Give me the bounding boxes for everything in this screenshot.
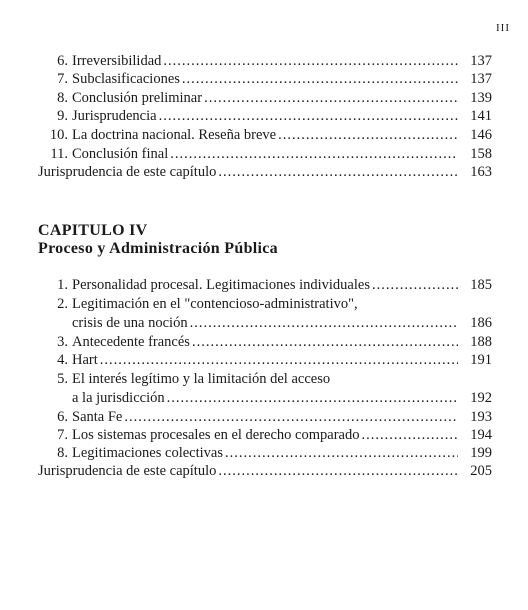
- entry-page: 193: [470, 409, 492, 425]
- entry-title: Personalidad procesal. Legitimaciones individuales: [72, 277, 370, 293]
- entry-title: Legitimación en el "contencioso-administrativo",: [72, 296, 358, 312]
- entry-number: 8.: [57, 90, 68, 106]
- entry-page: 188: [470, 334, 492, 350]
- entry-number: 8.: [57, 445, 68, 461]
- dot-leader: [218, 163, 458, 181]
- entry-page: 199: [470, 445, 492, 461]
- toc-entry[interactable]: [38, 370, 492, 388]
- entry-title: Jurisprudencia de este capítulo: [38, 463, 217, 479]
- dot-leader: [170, 145, 458, 163]
- chapter-label: CAPITULO IV: [38, 222, 148, 239]
- entry-title: Legitimaciones colectivas: [72, 445, 223, 461]
- entry-number: 4.: [57, 352, 68, 368]
- toc-entry[interactable]: [38, 107, 492, 125]
- entry-number: 6.: [57, 409, 68, 425]
- entry-page: 194: [470, 427, 492, 443]
- entry-title: Subclasificaciones: [72, 71, 180, 87]
- entry-page: 185: [470, 277, 492, 293]
- toc-entry-continuation[interactable]: [38, 314, 492, 332]
- chapter-title: Proceso y Administración Pública: [38, 240, 278, 257]
- dot-leader: [100, 351, 458, 369]
- dot-leader: [225, 444, 458, 462]
- entry-page: 163: [470, 164, 492, 180]
- entry-page: 146: [470, 127, 492, 143]
- dot-leader: [372, 276, 458, 294]
- entry-page: 141: [470, 108, 492, 124]
- dot-leader: [167, 389, 458, 407]
- dot-leader: [163, 52, 458, 70]
- dot-leader: [124, 408, 458, 426]
- toc-entry[interactable]: [38, 276, 492, 294]
- toc-entry[interactable]: [38, 426, 492, 444]
- dot-leader: [192, 333, 458, 351]
- toc-entry-jurisprudencia[interactable]: [38, 163, 492, 181]
- entry-title-continuation: a la jurisdicción: [72, 390, 165, 406]
- entry-title: El interés legítimo y la limitación del acceso: [72, 371, 331, 387]
- toc-entry-jurisprudencia[interactable]: [38, 462, 492, 480]
- dot-leader: [182, 70, 458, 88]
- entry-title: Antecedente francés: [72, 334, 190, 350]
- entry-page: 137: [470, 71, 492, 87]
- entry-number: 6.: [57, 53, 68, 69]
- dot-leader: [361, 426, 458, 444]
- toc-entry[interactable]: [38, 444, 492, 462]
- toc-entry[interactable]: [38, 126, 492, 144]
- entry-title: Jurisprudencia: [72, 108, 157, 124]
- entry-page: 139: [470, 90, 492, 106]
- entry-number: 5.: [57, 371, 68, 387]
- dot-leader: [190, 314, 458, 332]
- entry-page: 158: [470, 146, 492, 162]
- entry-number: 3.: [57, 334, 68, 350]
- toc-entry[interactable]: [38, 145, 492, 163]
- dot-leader: [218, 462, 458, 480]
- dot-leader: [159, 107, 458, 125]
- toc-entry[interactable]: [38, 70, 492, 88]
- entry-number: 7.: [57, 427, 68, 443]
- entry-title: Hart: [72, 352, 98, 368]
- toc-entry-continuation[interactable]: [38, 389, 492, 407]
- page-number: III: [496, 22, 510, 34]
- toc-entry[interactable]: [38, 408, 492, 426]
- entry-page: 192: [470, 390, 492, 406]
- entry-number: 2.: [57, 296, 68, 312]
- entry-page: 205: [470, 463, 492, 479]
- entry-page: 191: [470, 352, 492, 368]
- entry-title-continuation: crisis de una noción: [72, 315, 188, 331]
- entry-number: 7.: [57, 71, 68, 87]
- entry-title: Jurisprudencia de este capítulo: [38, 164, 217, 180]
- toc-entry[interactable]: [38, 333, 492, 351]
- toc-entry[interactable]: [38, 351, 492, 369]
- dot-leader: [278, 126, 458, 144]
- entry-title: Los sistemas procesales en el derecho comparado: [72, 427, 360, 443]
- entry-number: 10.: [49, 127, 68, 143]
- entry-title: Conclusión preliminar: [72, 90, 203, 106]
- entry-page: 137: [470, 53, 492, 69]
- entry-title: Conclusión final: [72, 146, 169, 162]
- dot-leader: [204, 89, 458, 107]
- entry-title: Santa Fe: [72, 409, 123, 425]
- entry-number: 9.: [57, 108, 68, 124]
- entry-number: 1.: [57, 277, 68, 293]
- entry-title: La doctrina nacional. Reseña breve: [72, 127, 277, 143]
- entry-number: 11.: [50, 146, 68, 162]
- entry-page: 186: [470, 315, 492, 331]
- toc-entry[interactable]: [38, 89, 492, 107]
- toc-entry[interactable]: [38, 295, 492, 313]
- entry-title: Irreversibilidad: [72, 53, 162, 69]
- toc-entry[interactable]: [38, 52, 492, 70]
